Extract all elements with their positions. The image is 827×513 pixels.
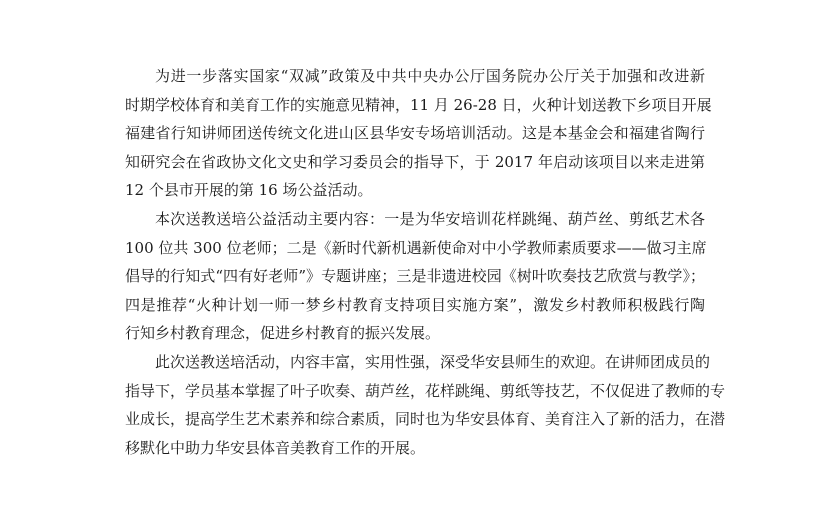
paragraph-line: 100 位共 300 位老师；二是《新时代新机遇新使命对中小学教师素质要求——做习主席 xyxy=(125,238,707,257)
paragraph-line: 知研究会在省政协文化文史和学习委员会的指导下，于 2017 年启动该项目以来走进第 xyxy=(125,152,705,171)
paragraph-line: 行知乡村教育理念，促进乡村教育的振兴发展。 xyxy=(125,324,441,343)
paragraph-line: 指导下，学员基本掌握了叶子吹奏、葫芦丝，花样跳绳、剪纸等技艺，不仅促进了教师的专 xyxy=(125,381,726,400)
paragraph-line: 本次送教送培公益活动主要内容：一是为华安培训花样跳绳、葫芦丝、剪纸艺术各 xyxy=(155,209,705,228)
paragraph-line: 福建省行知讲师团送传统文化进山区县华安专场培训活动。这是本基金会和福建省陶行 xyxy=(125,124,705,143)
paragraph-line: 12 个县市开展的第 16 场公益活动。 xyxy=(125,181,373,200)
paragraph-line: 时期学校体育和美育工作的实施意见精神，11 月 26-28 日，火种计划送教下乡项目开展 xyxy=(125,95,712,114)
paragraph-line: 为进一步落实国家“双减”政策及中共中央办公厅国务院办公厅关于加强和改进新 xyxy=(155,67,705,85)
paragraph-line: 倡导的行知式“四有好老师”》专题讲座；三是非遗进校园《树叶吹奏技艺欣赏与教学》； xyxy=(125,267,705,286)
paragraph-line: 此次送教送培活动，内容丰富，实用性强，深受华安县师生的欢迎。在讲师团成员的 xyxy=(155,352,711,371)
paragraph-line: 四是推荐“火种计划一师一梦乡村教育支持项目实施方案”，激发乡村教师积极践行陶 xyxy=(125,295,705,314)
paragraph-line: 移默化中助力华安县体音美教育工作的开展。 xyxy=(125,438,426,457)
paragraph-1 xyxy=(125,62,712,205)
paragraph-line: 业成长，提高学生艺术素养和综合素质，同时也为华安县体育、美育注入了新的活力，在潜 xyxy=(125,410,726,429)
paragraph-3 xyxy=(125,348,726,462)
paragraph-2 xyxy=(125,205,705,348)
document-body xyxy=(125,62,726,462)
